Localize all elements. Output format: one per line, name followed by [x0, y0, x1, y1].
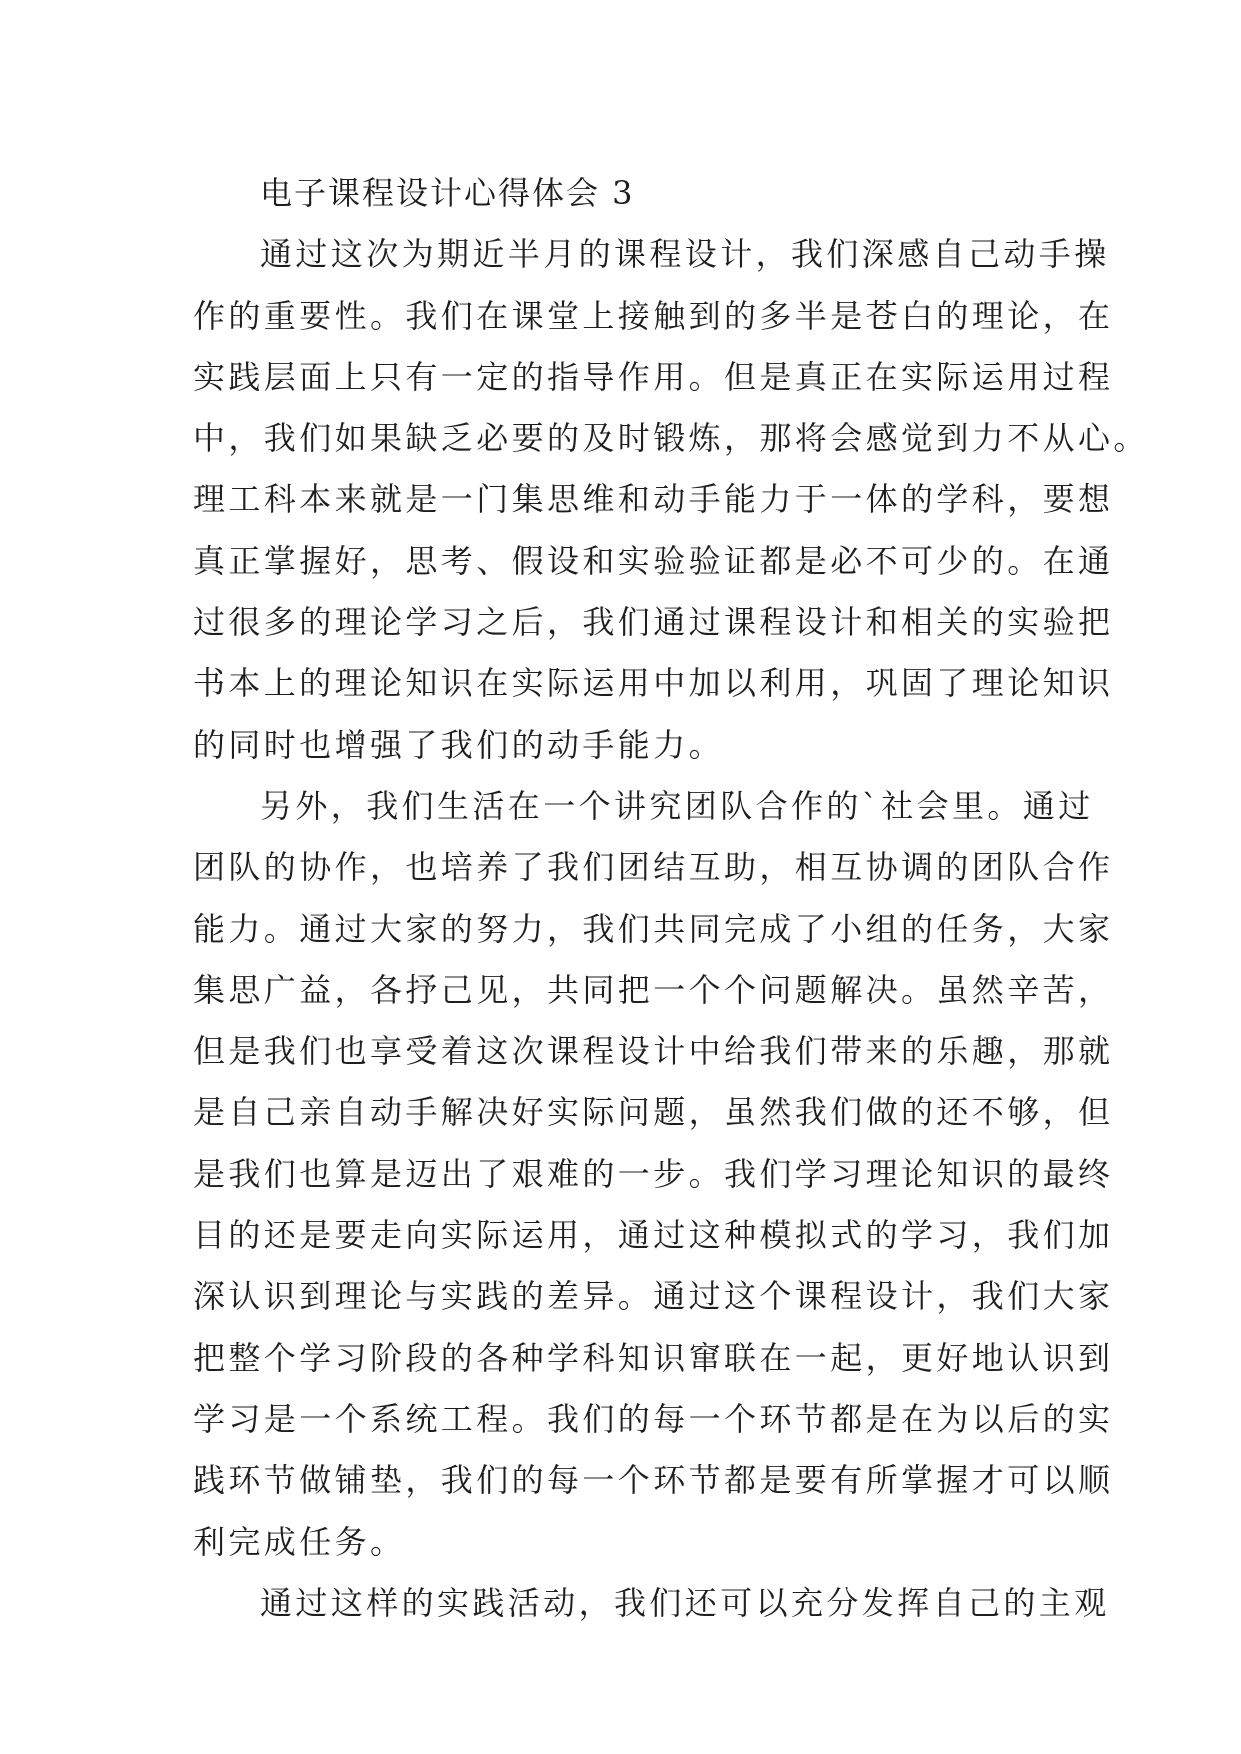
text-line: 的同时也增强了我们的动手能力。	[193, 725, 725, 764]
text-line: 能力。通过大家的努力，我们共同完成了小组的任务，大家	[193, 909, 1114, 948]
paragraph-2	[193, 776, 1114, 1573]
text-line: 过很多的理论学习之后，我们通过课程设计和相关的实验把	[193, 603, 1114, 642]
paragraph-1	[193, 224, 1149, 776]
document-body	[193, 163, 1149, 1634]
text-line: 是我们也算是迈出了艰难的一步。我们学习理论知识的最终	[193, 1154, 1114, 1193]
text-line: 理工科本来就是一门集思维和动手能力于一体的学科，要想	[193, 480, 1114, 519]
text-line: 学习是一个系统工程。我们的每一个环节都是在为以后的实	[193, 1399, 1114, 1438]
text-line: 真正掌握好，思考、假设和实验验证都是必不可少的。在通	[193, 541, 1114, 580]
text-line: 深认识到理论与实践的差异。通过这个课程设计，我们大家	[193, 1277, 1114, 1316]
text-line: 践环节做铺垫，我们的每一个环节都是要有所掌握才可以顺	[193, 1461, 1114, 1500]
text-line: 通过这次为期近半月的课程设计，我们深感自己动手操	[260, 235, 1110, 274]
text-line: 通过这样的实践活动，我们还可以充分发挥自己的主观	[260, 1583, 1110, 1622]
text-line: 书本上的理论知识在实际运用中加以利用，巩固了理论知识	[193, 664, 1114, 703]
text-line: 团队的协作，也培养了我们团结互助，相互协调的团队合作	[193, 848, 1114, 887]
text-line: 实践层面上只有一定的指导作用。但是真正在实际运用过程	[193, 357, 1114, 396]
text-line: 是自己亲自动手解决好实际问题，虽然我们做的还不够，但	[193, 1093, 1114, 1132]
text-line: 集思广益，各抒己见，共同把一个个问题解决。虽然辛苦，	[193, 970, 1114, 1009]
paragraph-3	[193, 1573, 1110, 1634]
document-title: 电子课程设计心得体会 3	[260, 174, 635, 212]
text-line: 作的重要性。我们在课堂上接触到的多半是苍白的理论，在	[193, 296, 1114, 335]
text-line: 目的还是要走向实际运用，通过这种模拟式的学习，我们加	[193, 1216, 1114, 1255]
text-line: 把整个学习阶段的各种学科知识窜联在一起，更好地认识到	[193, 1338, 1114, 1377]
text-line: 但是我们也享受着这次课程设计中给我们带来的乐趣，那就	[193, 1032, 1114, 1071]
text-line: 另外，我们生活在一个讲究团队合作的`社会里。通过	[260, 786, 1094, 825]
text-line: 中，我们如果缺乏必要的及时锻炼，那将会感觉到力不从心。	[193, 419, 1149, 458]
text-line: 利完成任务。	[193, 1522, 406, 1561]
